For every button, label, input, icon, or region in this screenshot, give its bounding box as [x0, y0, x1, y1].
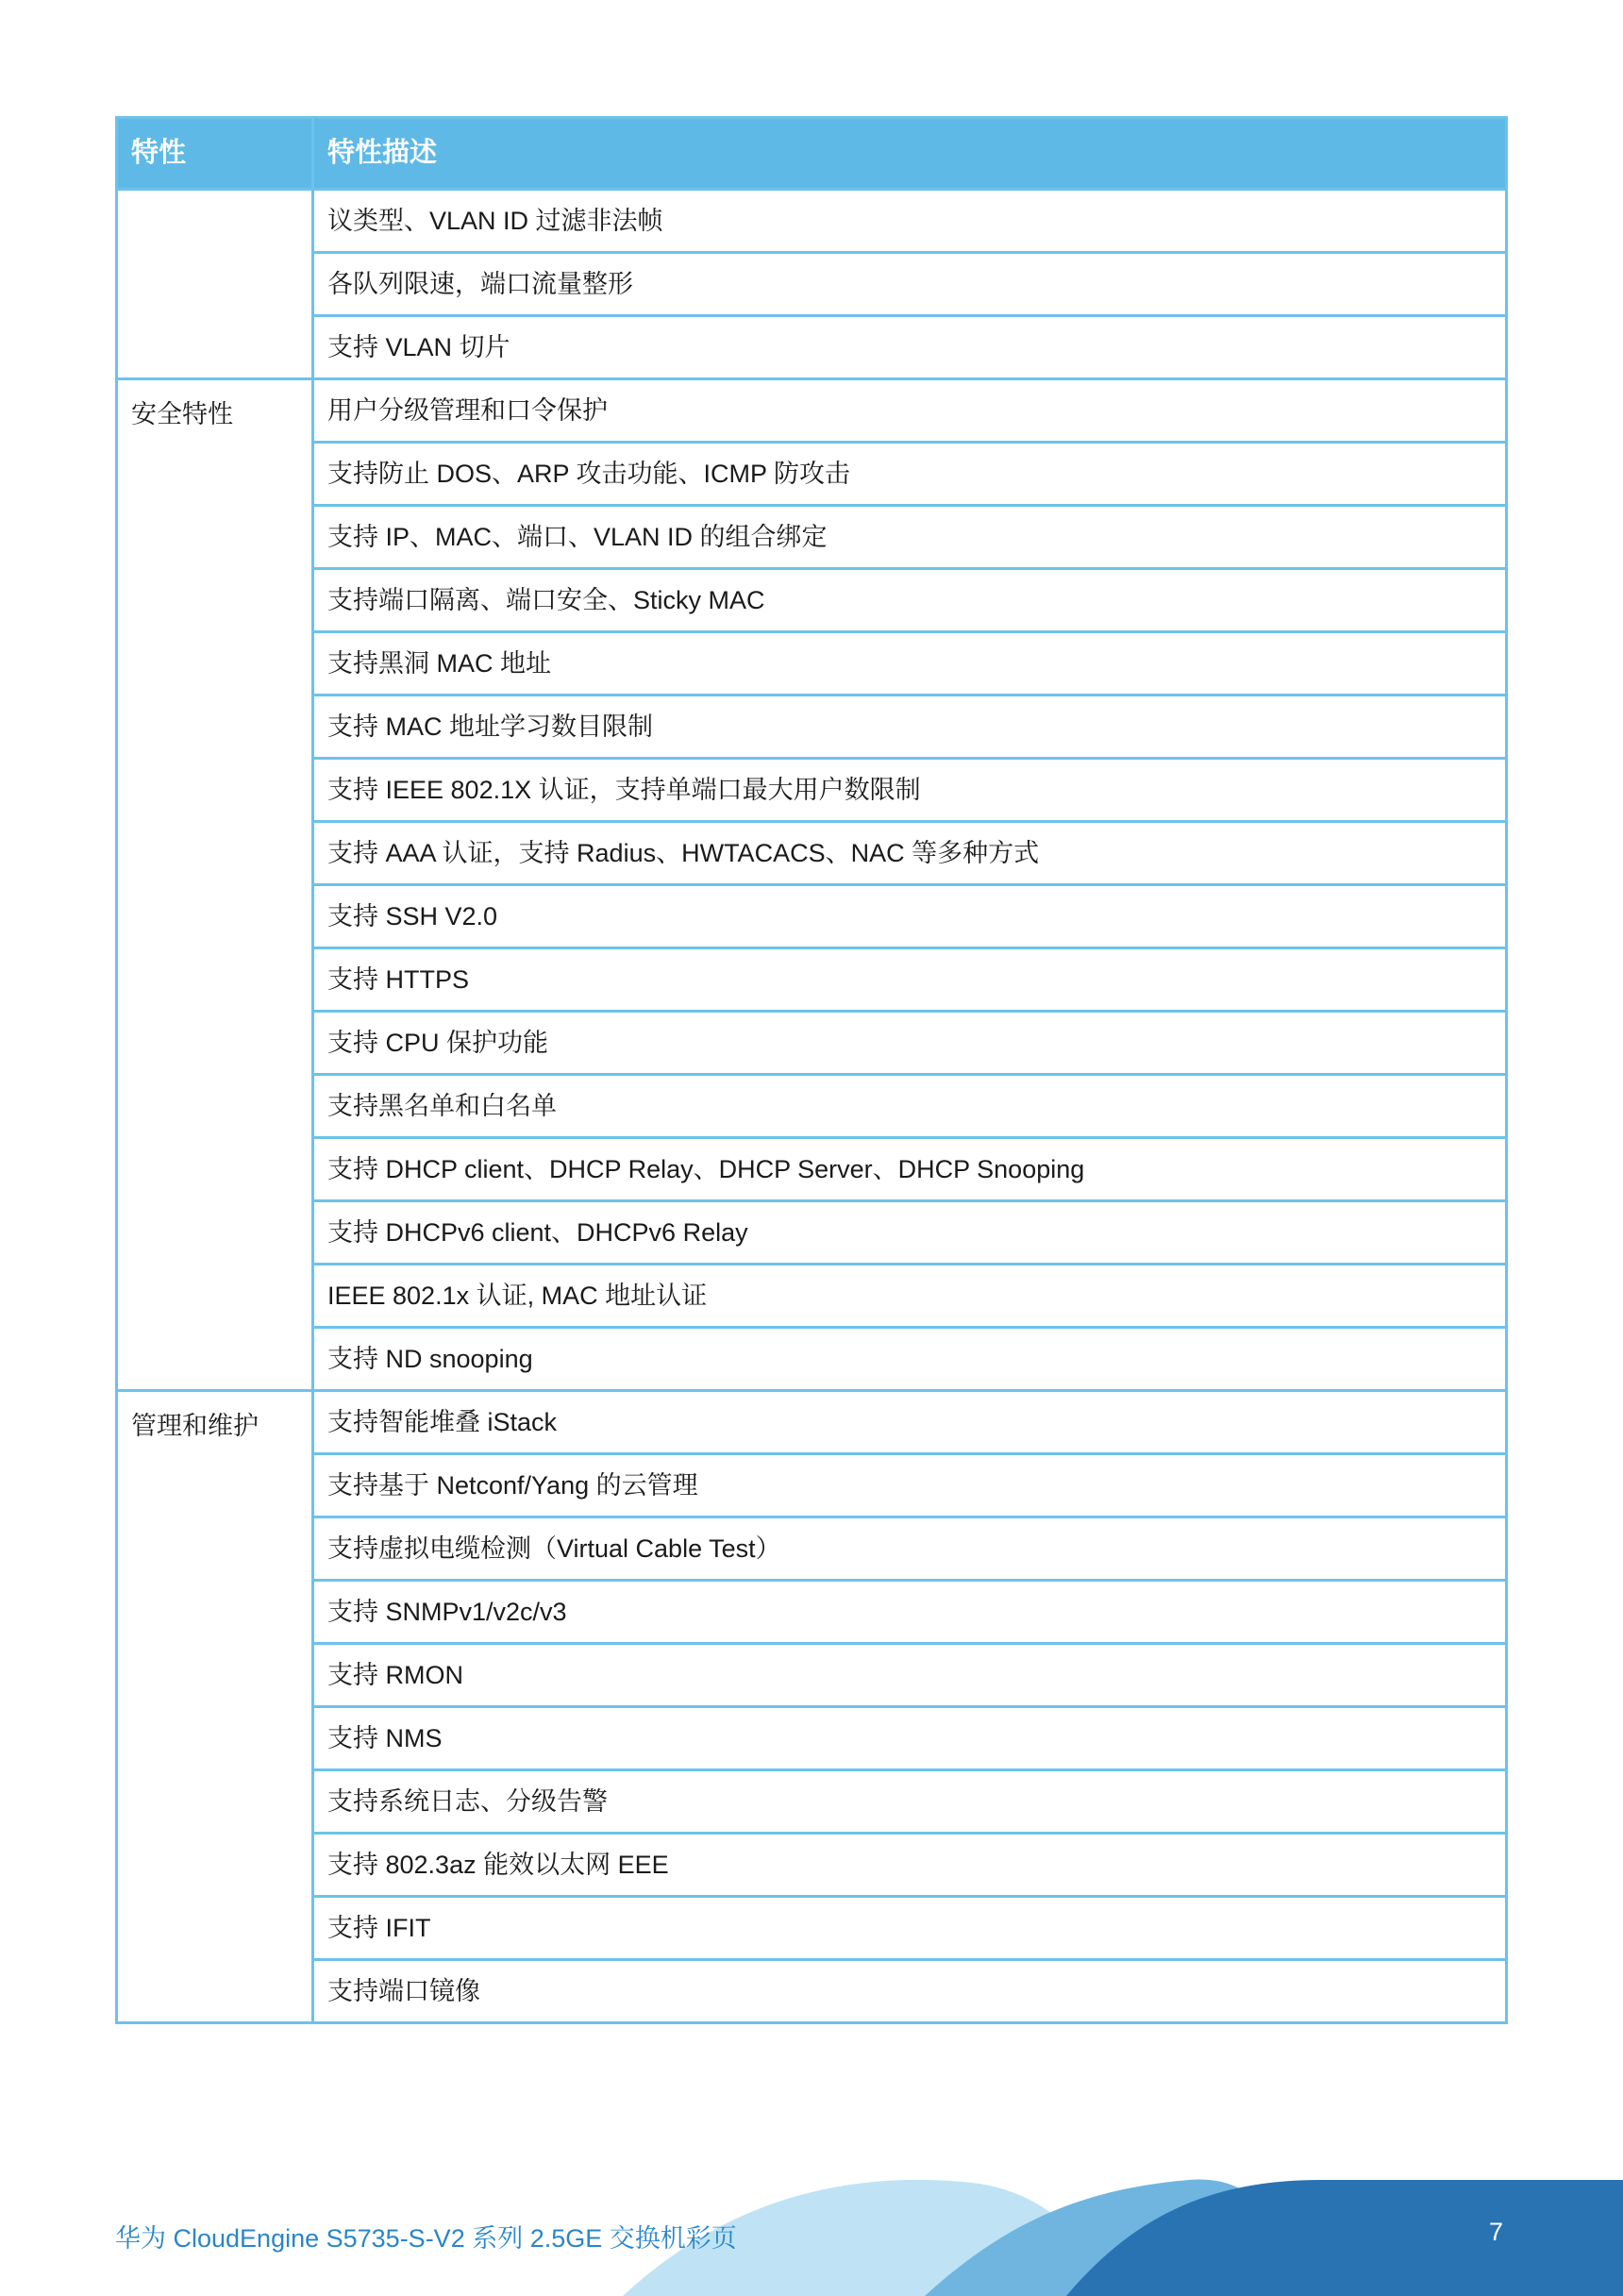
description-cell: 各队列限速，端口流量整形: [313, 253, 1507, 316]
table-row: [117, 443, 1507, 506]
table-row: [117, 190, 1507, 253]
description-cell: 支持 SNMPv1/v2c/v3: [313, 1581, 1507, 1644]
table-row: [117, 569, 1507, 632]
table-row: [117, 1644, 1507, 1707]
table-row: [117, 1075, 1507, 1138]
table-row: [117, 1138, 1507, 1201]
description-cell: 支持 NMS: [313, 1707, 1507, 1770]
table-row: [117, 1834, 1507, 1897]
table-row: [117, 1201, 1507, 1265]
table-row: [117, 1770, 1507, 1834]
table-header-row: [117, 118, 1507, 190]
description-cell: 支持 VLAN 切片: [313, 316, 1507, 379]
table-row: [117, 759, 1507, 822]
description-cell: 支持 CPU 保护功能: [313, 1012, 1507, 1075]
feature-cell: 管理和维护: [117, 1391, 313, 2023]
footer-title: 华为 CloudEngine S5735-S-V2 系列 2.5GE 交换机彩页: [115, 2224, 737, 2253]
table-row: [117, 316, 1507, 379]
table-row: [117, 379, 1507, 443]
table-body: [117, 190, 1507, 2023]
description-cell: 支持虚拟电缆检测（Virtual Cable Test）: [313, 1517, 1507, 1581]
description-cell: 支持 IEEE 802.1X 认证，支持单端口最大用户数限制: [313, 759, 1507, 822]
header-feature: 特性: [117, 118, 313, 190]
description-cell: IEEE 802.1x 认证, MAC 地址认证: [313, 1265, 1507, 1328]
description-cell: 支持 IFIT: [313, 1897, 1507, 1960]
description-cell: 议类型、VLAN ID 过滤非法帧: [313, 190, 1507, 253]
header-description: 特性描述: [313, 118, 1507, 190]
description-cell: 支持黑洞 MAC 地址: [313, 632, 1507, 696]
table-row: [117, 1581, 1507, 1644]
page-number: 7: [1489, 2218, 1504, 2246]
table-row: [117, 948, 1507, 1012]
description-cell: 支持基于 Netconf/Yang 的云管理: [313, 1454, 1507, 1517]
table-row: [117, 506, 1507, 569]
feature-cell: 安全特性: [117, 379, 313, 1391]
table-row: [117, 632, 1507, 696]
table-row: [117, 696, 1507, 759]
table-row: [117, 1960, 1507, 2023]
table-row: [117, 1012, 1507, 1075]
table-row: [117, 1707, 1507, 1770]
table-row: [117, 822, 1507, 885]
table-row: [117, 253, 1507, 316]
description-cell: 支持 RMON: [313, 1644, 1507, 1707]
table-row: [117, 1454, 1507, 1517]
description-cell: 支持系统日志、分级告警: [313, 1770, 1507, 1834]
table-row: [117, 1265, 1507, 1328]
description-cell: 支持端口隔离、端口安全、Sticky MAC: [313, 569, 1507, 632]
description-cell: 支持 SSH V2.0: [313, 885, 1507, 948]
description-cell: 支持黑名单和白名单: [313, 1075, 1507, 1138]
description-cell: 支持 ND snooping: [313, 1328, 1507, 1391]
description-cell: 支持 MAC 地址学习数目限制: [313, 696, 1507, 759]
description-cell: 用户分级管理和口令保护: [313, 379, 1507, 443]
feature-cell: [117, 190, 313, 379]
description-cell: 支持 AAA 认证，支持 Radius、HWTACACS、NAC 等多种方式: [313, 822, 1507, 885]
table-row: [117, 885, 1507, 948]
description-cell: 支持端口镜像: [313, 1960, 1507, 2023]
description-cell: 支持 DHCP client、DHCP Relay、DHCP Server、DHCP Snooping: [313, 1138, 1507, 1201]
description-cell: 支持防止 DOS、ARP 攻击功能、ICMP 防攻击: [313, 443, 1507, 506]
table-row: [117, 1391, 1507, 1454]
description-cell: 支持 802.3az 能效以太网 EEE: [313, 1834, 1507, 1897]
table-row: [117, 1897, 1507, 1960]
description-cell: 支持智能堆叠 iStack: [313, 1391, 1507, 1454]
description-cell: 支持 HTTPS: [313, 948, 1507, 1012]
table-row: [117, 1328, 1507, 1391]
table-row: [117, 1517, 1507, 1581]
feature-table: [115, 116, 1508, 2024]
description-cell: 支持 DHCPv6 client、DHCPv6 Relay: [313, 1201, 1507, 1265]
description-cell: 支持 IP、MAC、端口、VLAN ID 的组合绑定: [313, 506, 1507, 569]
